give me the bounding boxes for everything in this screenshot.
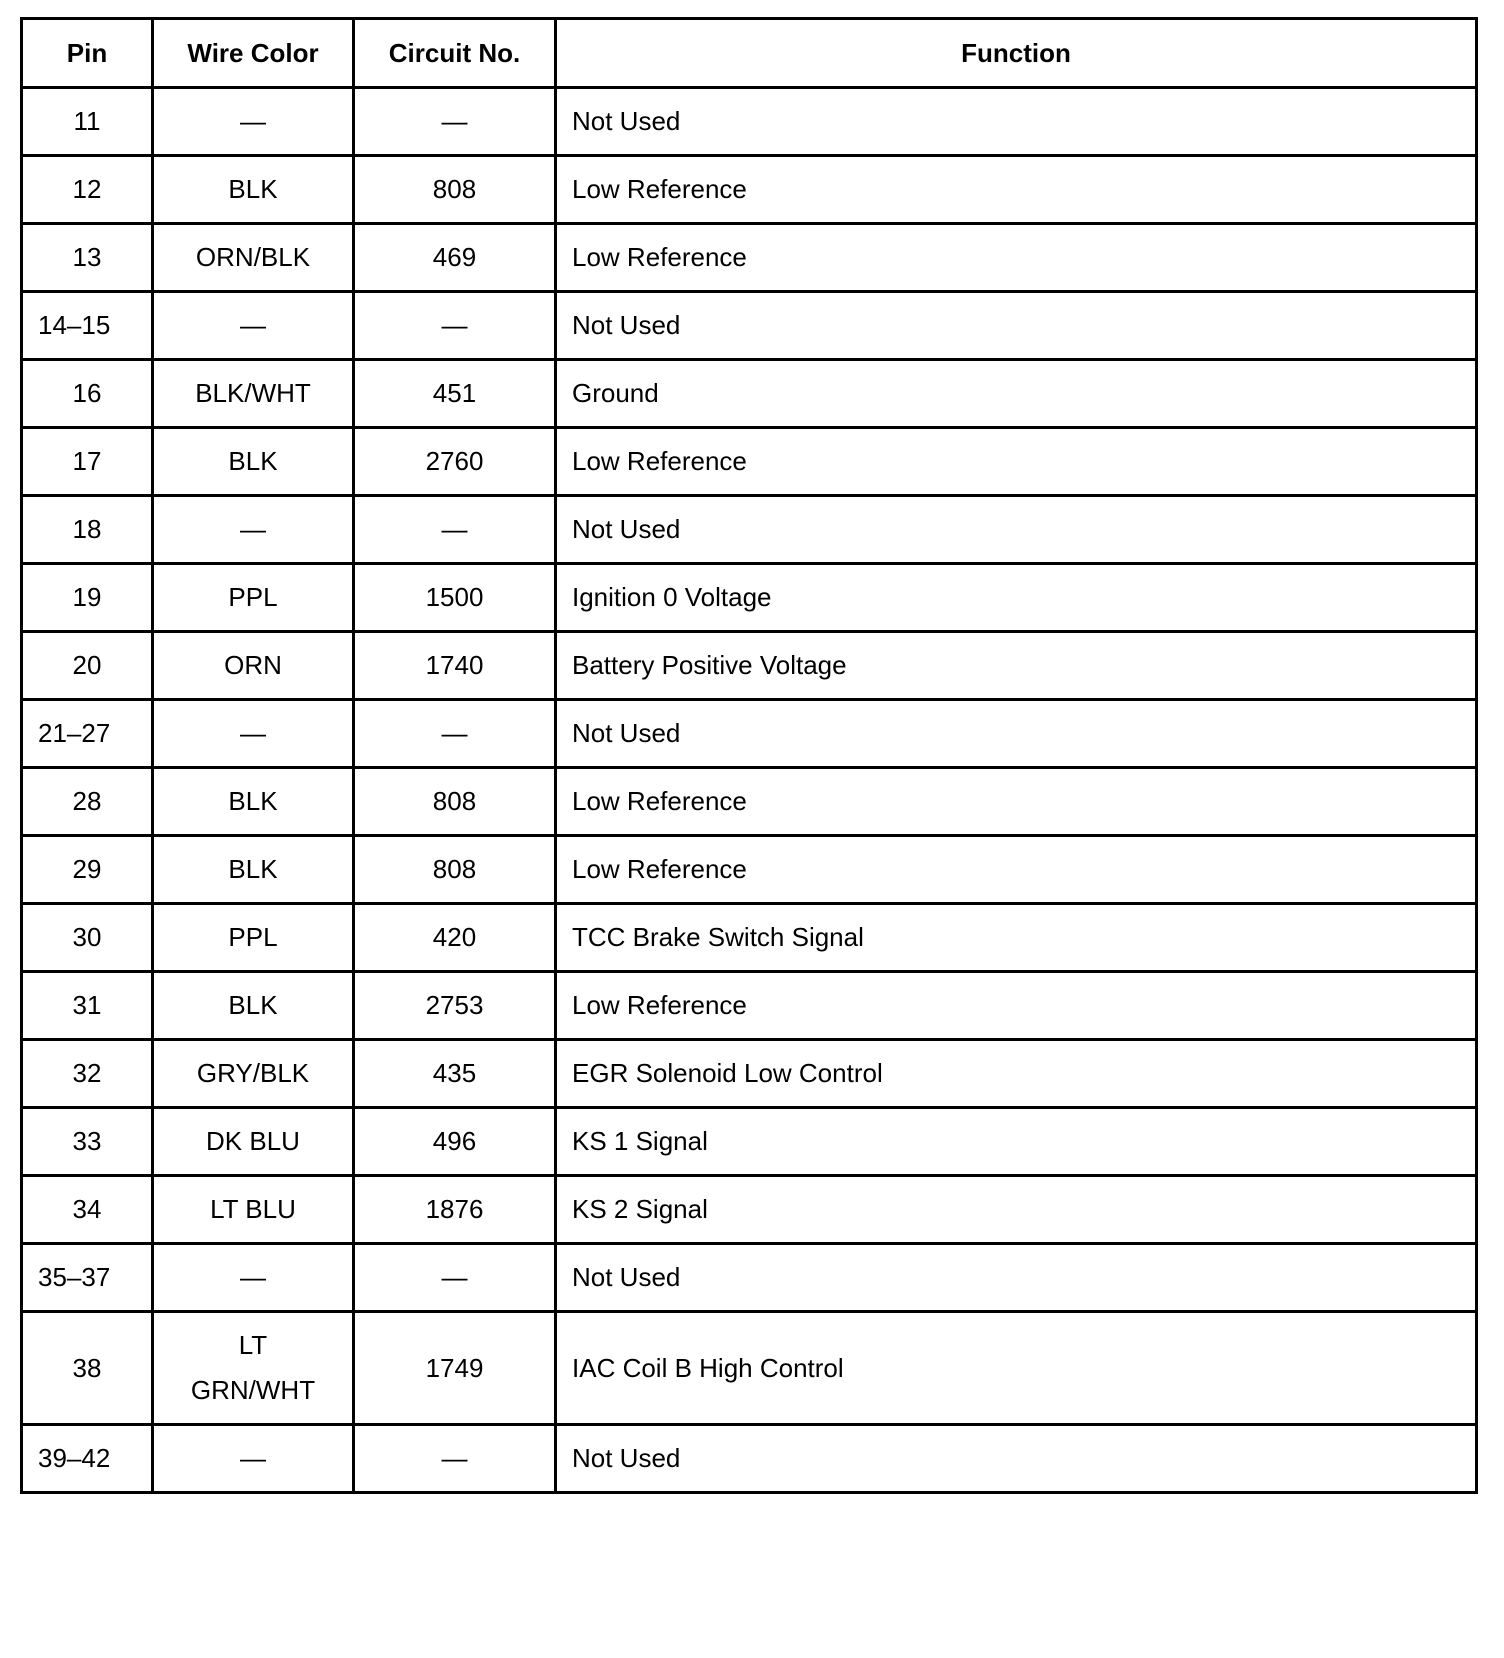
wire-color-cell: — <box>153 292 354 360</box>
header-wire-color: Wire Color <box>153 19 354 88</box>
circuit-no-cell: — <box>354 1425 556 1493</box>
pin-cell: 12 <box>22 156 153 224</box>
wire-color-cell: BLK <box>153 836 354 904</box>
wire-color-cell: DK BLU <box>153 1108 354 1176</box>
table-row <box>22 564 1477 632</box>
function-cell: Not Used <box>556 496 1477 564</box>
table-row <box>22 496 1477 564</box>
table-row <box>22 836 1477 904</box>
wire-color-line: GRN/WHT <box>190 1375 316 1405</box>
table-row <box>22 360 1477 428</box>
circuit-no-cell: 420 <box>354 904 556 972</box>
circuit-no-cell: 808 <box>354 836 556 904</box>
table-header-row <box>22 19 1477 88</box>
function-cell: KS 1 Signal <box>556 1108 1477 1176</box>
circuit-no-cell: 1876 <box>354 1176 556 1244</box>
function-cell: Not Used <box>556 1425 1477 1493</box>
wire-color-cell: ORN/BLK <box>153 224 354 292</box>
table-row <box>22 972 1477 1040</box>
table-row <box>22 292 1477 360</box>
pin-cell: 16 <box>22 360 153 428</box>
circuit-no-cell: 1500 <box>354 564 556 632</box>
circuit-no-cell: 808 <box>354 156 556 224</box>
circuit-no-cell: 451 <box>354 360 556 428</box>
pin-cell: 14–15 <box>22 292 153 360</box>
table-row <box>22 700 1477 768</box>
table-row <box>22 428 1477 496</box>
wire-color-cell: GRY/BLK <box>153 1040 354 1108</box>
circuit-no-cell: 808 <box>354 768 556 836</box>
circuit-no-cell: 435 <box>354 1040 556 1108</box>
wire-color-cell: ORN <box>153 632 354 700</box>
table-row <box>22 1244 1477 1312</box>
pin-cell: 20 <box>22 632 153 700</box>
circuit-no-cell: — <box>354 88 556 156</box>
table-row <box>22 88 1477 156</box>
function-cell: Low Reference <box>556 428 1477 496</box>
circuit-no-cell: — <box>354 292 556 360</box>
wire-color-cell: — <box>153 88 354 156</box>
wire-color-cell: — <box>153 1244 354 1312</box>
function-cell: Not Used <box>556 292 1477 360</box>
circuit-no-cell: 2760 <box>354 428 556 496</box>
wire-color-cell <box>153 1312 354 1425</box>
table-row <box>22 1040 1477 1108</box>
pin-cell: 35–37 <box>22 1244 153 1312</box>
circuit-no-cell: 1740 <box>354 632 556 700</box>
wire-color-cell: BLK <box>153 156 354 224</box>
function-cell: Battery Positive Voltage <box>556 632 1477 700</box>
function-cell: Not Used <box>556 1244 1477 1312</box>
circuit-no-cell: 469 <box>354 224 556 292</box>
pin-cell: 11 <box>22 88 153 156</box>
table-row <box>22 768 1477 836</box>
pin-cell: 38 <box>22 1312 153 1425</box>
pin-cell: 18 <box>22 496 153 564</box>
circuit-no-cell: 1749 <box>354 1312 556 1425</box>
pin-cell: 33 <box>22 1108 153 1176</box>
circuit-no-cell: — <box>354 700 556 768</box>
function-cell: Low Reference <box>556 768 1477 836</box>
wire-color-cell: BLK <box>153 972 354 1040</box>
circuit-no-cell: — <box>354 1244 556 1312</box>
wire-color-cell: BLK <box>153 428 354 496</box>
function-cell: Low Reference <box>556 972 1477 1040</box>
table-row <box>22 1312 1477 1425</box>
table-row <box>22 156 1477 224</box>
function-cell: Low Reference <box>556 224 1477 292</box>
wire-color-cell: BLK/WHT <box>153 360 354 428</box>
table-row <box>22 1425 1477 1493</box>
pin-cell: 34 <box>22 1176 153 1244</box>
pin-cell: 21–27 <box>22 700 153 768</box>
function-cell: Not Used <box>556 700 1477 768</box>
header-pin: Pin <box>22 19 153 88</box>
circuit-no-cell: 496 <box>354 1108 556 1176</box>
table-row <box>22 904 1477 972</box>
pin-cell: 29 <box>22 836 153 904</box>
pin-cell: 17 <box>22 428 153 496</box>
function-cell: TCC Brake Switch Signal <box>556 904 1477 972</box>
wire-color-cell: — <box>153 1425 354 1493</box>
wire-color-cell: PPL <box>153 904 354 972</box>
function-cell: Not Used <box>556 88 1477 156</box>
wire-color-cell: — <box>153 700 354 768</box>
function-cell: Low Reference <box>556 156 1477 224</box>
header-circuit-no: Circuit No. <box>354 19 556 88</box>
function-cell: IAC Coil B High Control <box>556 1312 1477 1425</box>
function-cell: Ignition 0 Voltage <box>556 564 1477 632</box>
function-cell: Ground <box>556 360 1477 428</box>
pin-cell: 30 <box>22 904 153 972</box>
pin-cell: 31 <box>22 972 153 1040</box>
table-row <box>22 1108 1477 1176</box>
function-cell: KS 2 Signal <box>556 1176 1477 1244</box>
wire-color-cell: PPL <box>153 564 354 632</box>
wire-color-cell: — <box>153 496 354 564</box>
circuit-no-cell: 2753 <box>354 972 556 1040</box>
table-row <box>22 224 1477 292</box>
circuit-no-cell: — <box>354 496 556 564</box>
wire-color-cell: LT BLU <box>153 1176 354 1244</box>
header-function: Function <box>556 19 1477 88</box>
pin-cell: 19 <box>22 564 153 632</box>
wire-color-cell: BLK <box>153 768 354 836</box>
table-row <box>22 632 1477 700</box>
pin-cell: 32 <box>22 1040 153 1108</box>
function-cell: Low Reference <box>556 836 1477 904</box>
pin-cell: 39–42 <box>22 1425 153 1493</box>
pin-cell: 28 <box>22 768 153 836</box>
wire-color-line: LT <box>238 1330 268 1360</box>
table-row <box>22 1176 1477 1244</box>
pin-cell: 13 <box>22 224 153 292</box>
function-cell: EGR Solenoid Low Control <box>556 1040 1477 1108</box>
connector-pinout-table <box>20 17 1478 1494</box>
